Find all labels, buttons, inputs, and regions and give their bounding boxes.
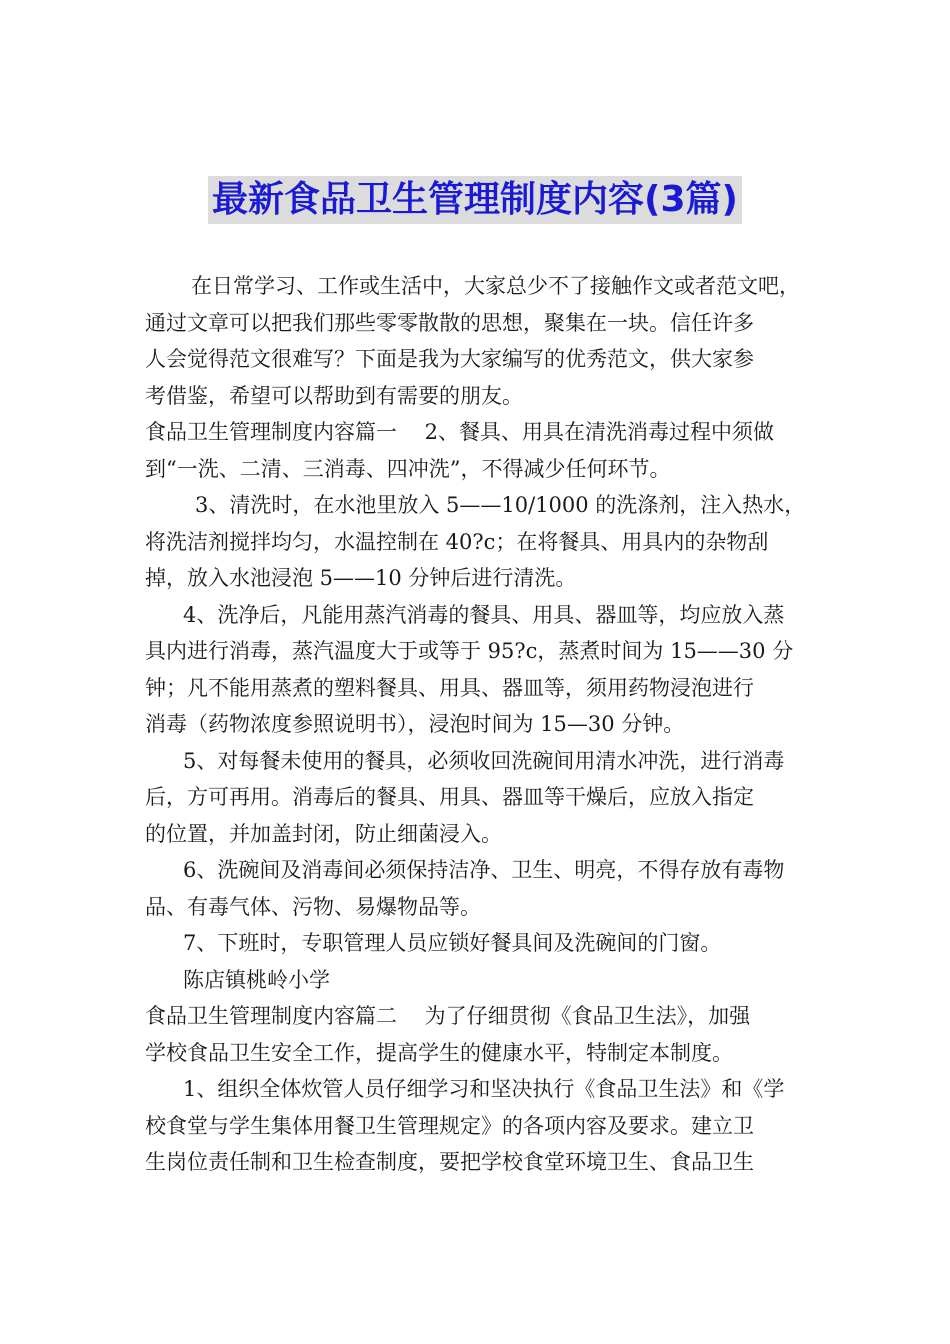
paragraph-line: 考借鉴，希望可以帮助到有需要的朋友。: [145, 383, 523, 408]
paragraph-line: 品、有毒气体、污物、易爆物品等。: [145, 894, 481, 919]
paragraph-line: 1、组织全体炊管人员仔细学习和坚决执行《食品卫生法》和《学: [183, 1077, 785, 1101]
paragraph-line: 学校食品卫生安全工作，提高学生的健康水平，特制定本制度。: [145, 1040, 733, 1065]
paragraph: [145, 1071, 810, 1181]
title-container: [0, 176, 950, 224]
paragraph: [145, 962, 810, 999]
paragraph-line: 将洗洁剂搅拌均匀，水温控制在 40?c；在将餐具、用具内的杂物刮: [145, 529, 769, 554]
paragraph-line: 5、对每餐未使用的餐具，必须收回洗碗间用清水冲洗，进行消毒: [183, 748, 785, 773]
paragraph: [145, 743, 810, 853]
paragraph-line: 后，方可再用。消毒后的餐具、用具、器皿等干燥后，应放入指定: [145, 785, 754, 809]
paragraph-line: 4、洗净后，凡能用蒸汽消毒的餐具、用具、器皿等，均应放入蒸: [183, 602, 785, 627]
paragraph-line: 人会觉得范文很难写？下面是我为大家编写的优秀范文，供大家参: [145, 347, 754, 371]
paragraph-line: 陈店镇桃岭小学: [183, 967, 330, 992]
paragraph-line: 校食堂与学生集体用餐卫生管理规定》的各项内容及要求。建立卫: [145, 1113, 754, 1138]
paragraph: [145, 414, 810, 487]
paragraph: [145, 487, 810, 597]
paragraph: [145, 998, 810, 1071]
paragraph: [145, 925, 810, 962]
document-title: 最新食品卫生管理制度内容(3篇): [208, 176, 742, 224]
paragraph-line: 6、洗碗间及消毒间必须保持洁净、卫生、明亮，不得存放有毒物: [183, 858, 785, 882]
paragraph-line: 生岗位责任制和卫生检查制度，要把学校食堂环境卫生、食品卫生: [145, 1150, 754, 1174]
paragraph-line: 具内进行消毒，蒸汽温度大于或等于 95?c，蒸煮时间为 15——30 分: [145, 639, 794, 663]
paragraph-line: 消毒（药物浓度参照说明书），浸泡时间为 15—30 分钟。: [145, 712, 685, 736]
paragraph-line: 食品卫生管理制度内容篇一 2、餐具、用具在清洗消毒过程中须做: [145, 420, 775, 444]
paragraph-line: 掉，放入水池浸泡 5——10 分钟后进行清洗。: [145, 566, 577, 590]
paragraph-line: 的位置，并加盖封闭，防止细菌浸入。: [145, 821, 502, 846]
paragraph-line: 通过文章可以把我们那些零零散散的思想，聚集在一块。信任许多: [145, 310, 754, 335]
paragraph-line: 到“一洗、二清、三消毒、四冲洗”，不得减少任何环节。: [145, 456, 671, 481]
paragraph-line: 在日常学习、工作或生活中，大家总少不了接触作文或者范文吧，: [191, 274, 800, 298]
paragraph: [145, 268, 810, 414]
paragraph: [145, 597, 810, 743]
document-body: [145, 268, 810, 1181]
paragraph-line: 食品卫生管理制度内容篇二 为了仔细贯彻《食品卫生法》，加强: [145, 1004, 751, 1028]
paragraph-line: 3、清洗时，在水池里放入 5——10/1000 的洗涤剂，注入热水，: [195, 493, 806, 517]
paragraph-line: 钟；凡不能用蒸煮的塑料餐具、用具、器皿等，须用药物浸泡进行: [145, 675, 754, 700]
paragraph: [145, 852, 810, 925]
paragraph-line: 7、下班时，专职管理人员应锁好餐具间及洗碗间的门窗。: [183, 931, 722, 955]
